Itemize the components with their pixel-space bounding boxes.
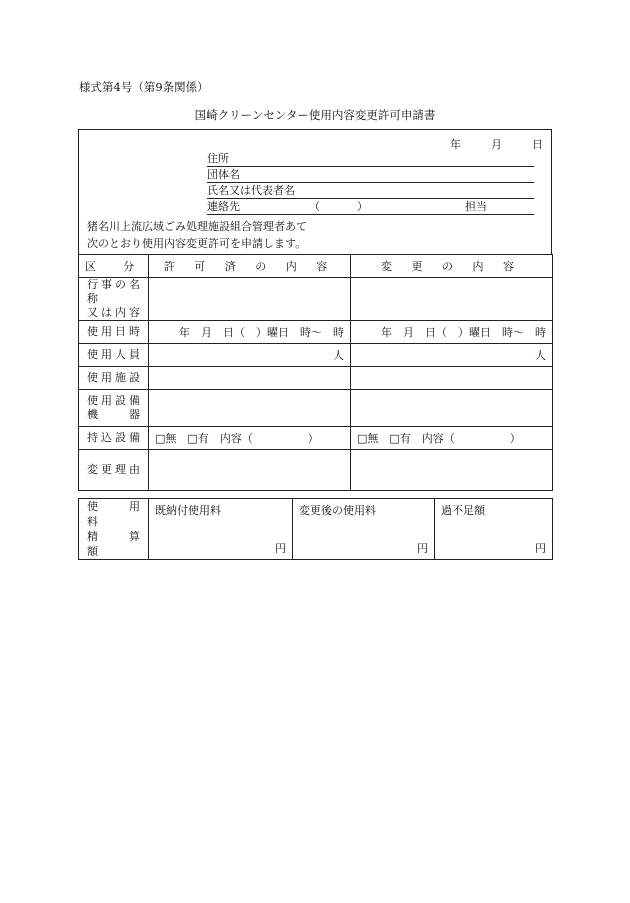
event-label-1: 行事の名称 xyxy=(87,278,140,305)
event-label-2: 又は内容 xyxy=(87,306,140,319)
row-label-carry-in: 持込設備 xyxy=(79,427,149,450)
row-label-people: 使用人員 xyxy=(79,344,149,367)
address-label: 住所 xyxy=(207,152,229,165)
name-label: 氏名又は代表者名 xyxy=(207,184,295,197)
changed-equipment-cell[interactable] xyxy=(351,390,553,427)
address-field[interactable] xyxy=(207,152,534,167)
after-fee-cell[interactable] xyxy=(293,499,435,560)
approved-carry-in-cell[interactable]: □無 □有 内容（ ） xyxy=(149,427,351,450)
fee-table xyxy=(78,498,553,560)
approved-equipment-cell[interactable] xyxy=(149,390,351,427)
contact-label: 連絡先 xyxy=(207,200,240,213)
contact-paren-close: ） xyxy=(357,200,368,213)
day-label: 日 xyxy=(532,138,543,151)
person-in-charge-label: 担当 xyxy=(465,200,487,213)
paid-fee-yen: 円 xyxy=(275,542,286,555)
after-fee-label: 変更後の使用料 xyxy=(299,504,376,517)
row-label-facility: 使用施設 xyxy=(79,367,149,390)
contact-field[interactable] xyxy=(207,200,534,215)
row-label-reason: 変更理由 xyxy=(79,450,149,491)
group-field[interactable] xyxy=(207,168,534,183)
approved-event-cell[interactable] xyxy=(149,278,351,321)
equipment-label-2: 機 器 xyxy=(87,408,140,421)
paid-fee-cell[interactable] xyxy=(149,499,293,560)
approved-facility-cell[interactable] xyxy=(149,367,351,390)
col-changed-header: 変 更 の 内 容 xyxy=(351,255,553,278)
equipment-label-1: 使用設備 xyxy=(87,394,140,407)
approved-reason-cell[interactable] xyxy=(149,450,351,491)
approved-people-cell[interactable]: 人 xyxy=(149,344,351,367)
group-label: 団体名 xyxy=(207,168,240,181)
row-label-equipment xyxy=(79,390,149,427)
diff-fee-yen: 円 xyxy=(535,542,546,555)
paid-fee-label: 既納付使用料 xyxy=(155,504,221,517)
content-table xyxy=(78,254,553,491)
approved-date-cell[interactable]: 年 月 日（ ）曜日 時〜 時 xyxy=(149,321,351,344)
request-text: 次のとおり使用内容変更許可を申請します。 xyxy=(87,237,307,250)
after-fee-yen: 円 xyxy=(417,542,428,555)
page-title: 国崎クリーンセンター使用内容変更許可申請書 xyxy=(194,108,436,122)
changed-people-cell[interactable]: 人 xyxy=(351,344,553,367)
month-label: 月 xyxy=(491,138,502,151)
changed-reason-cell[interactable] xyxy=(351,450,553,491)
applicant-section xyxy=(78,129,552,255)
contact-paren-open: （ xyxy=(309,200,320,213)
date-line[interactable] xyxy=(450,136,543,152)
name-field[interactable] xyxy=(207,184,534,199)
col-category-header: 区 分 xyxy=(79,255,149,278)
form-number: 様式第4号（第9条関係） xyxy=(79,80,209,94)
col-approved-header: 許 可 済 の 内 容 xyxy=(149,255,351,278)
fee-label-2: 精 算 額 xyxy=(87,530,151,558)
changed-carry-in-cell[interactable]: □無 □有 内容（ ） xyxy=(351,427,553,450)
diff-fee-label: 過不足額 xyxy=(441,504,485,517)
diff-fee-cell[interactable] xyxy=(435,499,553,560)
year-label: 年 xyxy=(450,138,461,151)
fee-label-1: 使 用 料 xyxy=(87,500,151,528)
addressee: 猪名川上流広域ごみ処理施設組合管理者あて xyxy=(87,220,307,233)
row-label-event xyxy=(79,278,149,321)
row-label-date: 使用日時 xyxy=(79,321,149,344)
changed-facility-cell[interactable] xyxy=(351,367,553,390)
changed-event-cell[interactable] xyxy=(351,278,553,321)
changed-date-cell[interactable]: 年 月 日（ ）曜日 時〜 時 xyxy=(351,321,553,344)
fee-label xyxy=(79,499,149,560)
